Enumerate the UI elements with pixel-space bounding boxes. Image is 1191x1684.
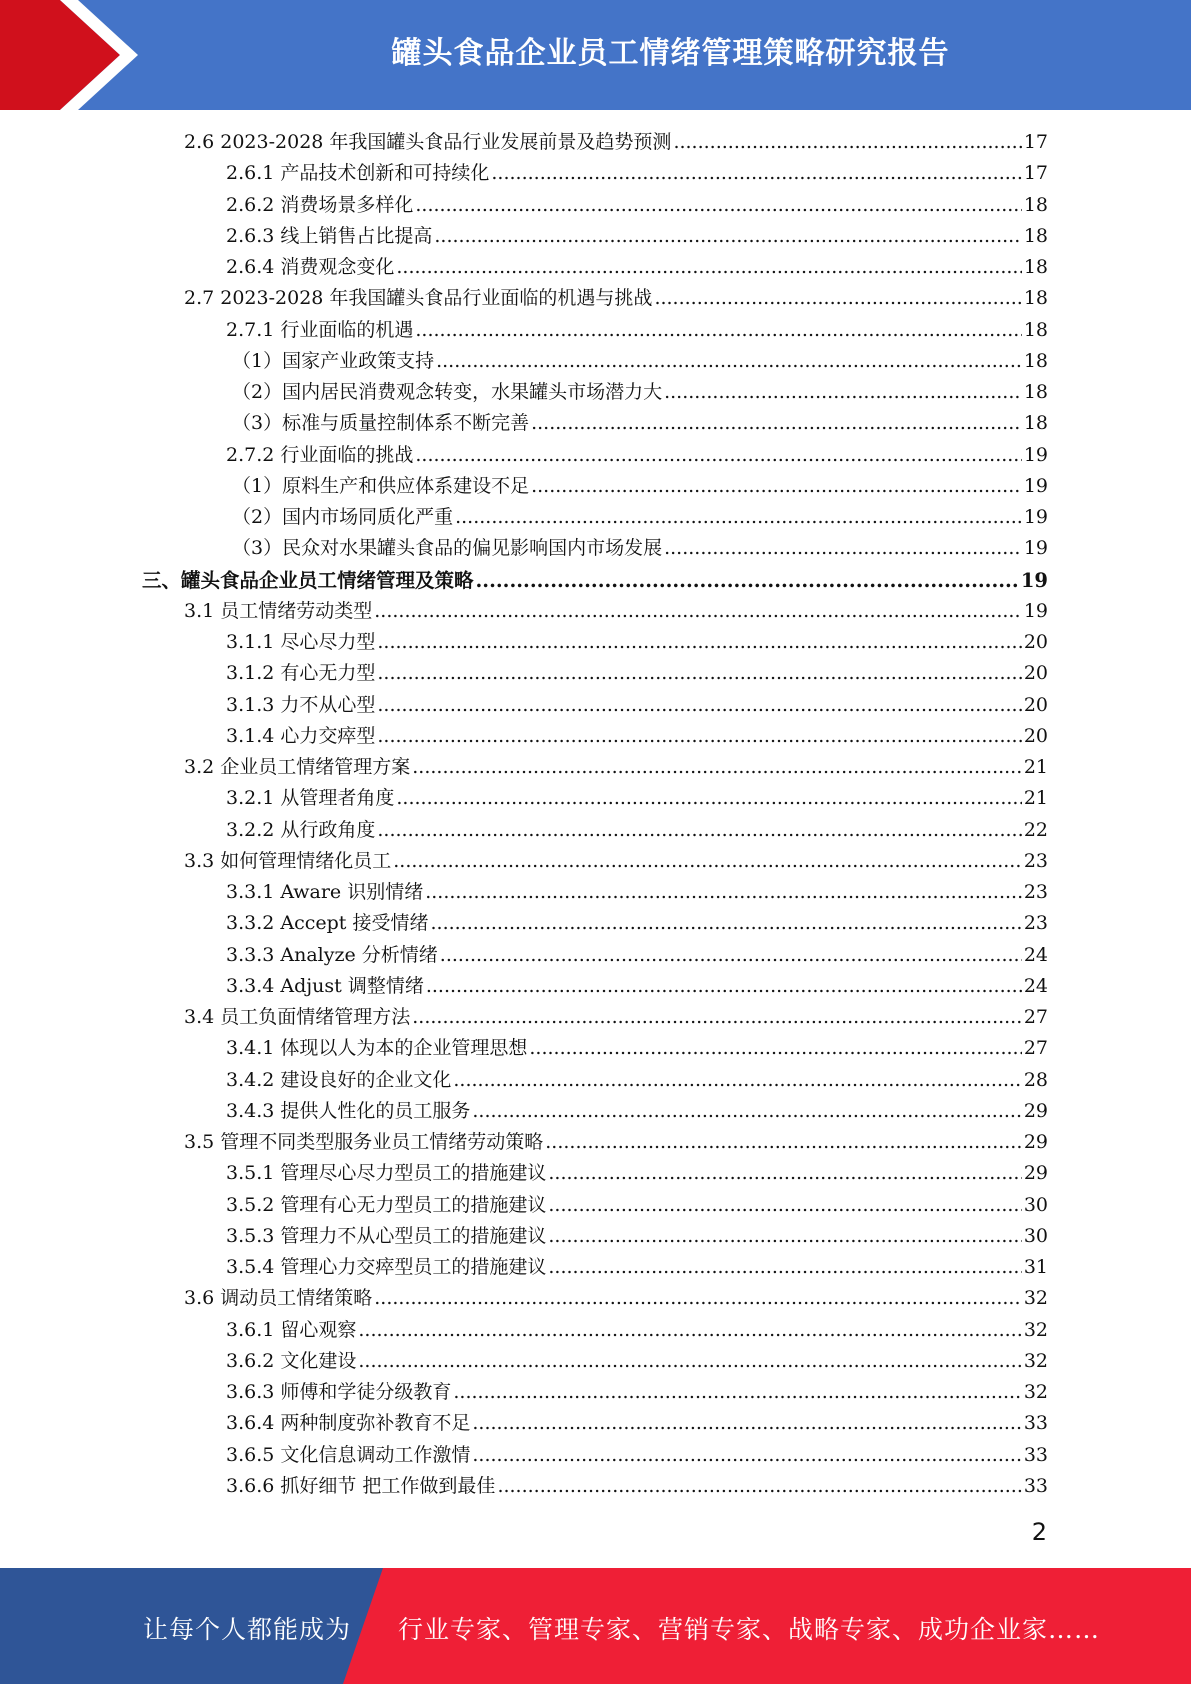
toc-entry[interactable]	[0, 752, 1191, 783]
toc-entry-page: 32	[1023, 1318, 1048, 1341]
toc-entry-page: 23	[1023, 849, 1048, 872]
toc-leader-dots	[358, 1315, 1021, 1346]
toc-entry[interactable]	[0, 658, 1191, 689]
toc-entry-page: 29	[1023, 1099, 1048, 1122]
toc-entry[interactable]	[0, 1283, 1191, 1314]
toc-entry-label: 3.5.4 管理心力交瘁型员工的措施建议	[226, 1256, 547, 1278]
toc-leader-dots	[497, 1471, 1021, 1502]
toc-entry-label: 3.6.6 抓好细节 把工作做到最佳	[226, 1474, 496, 1497]
toc-entry[interactable]	[0, 190, 1191, 221]
toc-leader-dots	[374, 1283, 1022, 1314]
document-title: 罐头食品企业员工情绪管理策略研究报告	[391, 36, 950, 71]
toc-entry[interactable]	[0, 377, 1191, 408]
toc-entry-page: 18	[1023, 224, 1048, 247]
toc-entry[interactable]	[0, 1315, 1191, 1346]
toc-entry[interactable]	[0, 1190, 1191, 1221]
page-number: 2	[1031, 1518, 1047, 1546]
toc-entry[interactable]	[0, 221, 1191, 252]
toc-leader-dots	[415, 440, 1021, 471]
toc-entry-label: 3.6 调动员工情绪策略	[184, 1287, 373, 1310]
toc-leader-dots	[374, 596, 1022, 627]
toc-leader-dots	[430, 908, 1021, 939]
toc-entry-label: 3.3.3 Analyze 分析情绪	[226, 943, 438, 966]
page-header	[0, 0, 1191, 110]
toc-entry-label: 2.6.3 线上销售占比提高	[226, 224, 433, 247]
toc-leader-dots	[377, 627, 1021, 658]
toc-entry-label: 3.6.2 文化建设	[226, 1349, 357, 1372]
toc-entry-page: 32	[1023, 1349, 1048, 1372]
toc-leader-dots	[472, 1096, 1021, 1127]
toc-entry-label: 3.6.1 留心观察	[226, 1318, 357, 1341]
toc-leader-dots	[393, 846, 1022, 877]
toc-leader-dots	[396, 783, 1021, 814]
toc-leader-dots	[548, 1221, 1021, 1252]
toc-entry[interactable]	[0, 1002, 1191, 1033]
toc-entry-page: 20	[1023, 631, 1048, 653]
toc-entry[interactable]	[0, 1033, 1191, 1064]
toc-entry-page: 18	[1023, 193, 1048, 216]
toc-entry[interactable]	[0, 533, 1191, 564]
toc-entry-page: 19	[1023, 443, 1048, 466]
toc-entry-label: 2.7.1 行业面临的机遇	[226, 318, 414, 341]
toc-entry[interactable]	[0, 283, 1191, 314]
toc-entry-page: 21	[1023, 756, 1048, 778]
toc-entry-label: 3.4.1 体现以人为本的企业管理思想	[226, 1037, 528, 1060]
toc-entry-label: 3.5.3 管理力不从心型员工的措施建议	[226, 1224, 547, 1247]
toc-entry-page: 27	[1023, 1037, 1048, 1060]
toc-leader-dots	[415, 315, 1021, 346]
toc-entry-label: （2）国内市场同质化严重	[232, 506, 454, 528]
toc-entry-label: 3.1.4 心力交瘁型	[226, 724, 376, 747]
toc-leader-dots	[455, 502, 1022, 533]
toc-entry[interactable]	[0, 627, 1191, 658]
toc-leader-dots	[531, 408, 1022, 439]
toc-leader-dots	[476, 565, 1019, 596]
toc-entry-page: 19	[1023, 506, 1048, 528]
toc-entry-label: （2）国内居民消费观念转变，水果罐头市场潜力大	[232, 381, 663, 403]
toc-leader-dots	[412, 752, 1022, 783]
toc-entry-label: 3.3.2 Accept 接受情绪	[226, 912, 429, 935]
toc-entry-label: 3.3.4 Adjust 调整情绪	[226, 974, 424, 997]
toc-entry-page: 17	[1023, 131, 1048, 153]
toc-entry-page: 19	[1023, 474, 1048, 497]
toc-leader-dots	[472, 1440, 1021, 1471]
toc-entry[interactable]	[0, 1096, 1191, 1127]
toc-leader-dots	[453, 1065, 1021, 1096]
toc-entry-page: 30	[1023, 1193, 1048, 1216]
toc-entry-label: （1）国家产业政策支持	[232, 349, 435, 372]
toc-entry[interactable]	[0, 471, 1191, 502]
toc-entry-label: 3.1 员工情绪劳动类型	[184, 599, 373, 622]
toc-leader-dots	[548, 1158, 1021, 1189]
toc-leader-dots	[664, 533, 1022, 564]
toc-entry-label: 3.5.1 管理尽心尽力型员工的措施建议	[226, 1162, 547, 1185]
toc-entry-page: 20	[1023, 724, 1048, 747]
toc-entry[interactable]	[0, 346, 1191, 377]
toc-entry-page: 23	[1023, 912, 1048, 935]
header-chevron-decoration	[0, 0, 160, 110]
toc-entry-label: 三、罐头食品企业员工情绪管理及策略	[142, 568, 474, 592]
toc-leader-dots	[377, 815, 1021, 846]
toc-entry-label: 2.6 2023-2028 年我国罐头食品行业发展前景及趋势预测	[184, 131, 672, 153]
toc-entry-label: 3.6.5 文化信息调动工作激情	[226, 1443, 471, 1466]
toc-entry-page: 19	[1023, 599, 1048, 622]
toc-entry-label: 3.4.3 提供人性化的员工服务	[226, 1099, 471, 1122]
toc-entry-page: 19	[1023, 537, 1048, 560]
toc-leader-dots	[415, 190, 1021, 221]
toc-entry-page: 33	[1023, 1443, 1048, 1466]
toc-leader-dots	[358, 1346, 1021, 1377]
toc-entry-label: 2.6.1 产品技术创新和可持续化	[226, 162, 490, 185]
toc-entry[interactable]	[0, 721, 1191, 752]
toc-entry-label: 3.5 管理不同类型服务业员工情绪劳动策略	[184, 1131, 544, 1153]
toc-entry-label: 3.6.4 两种制度弥补教育不足	[226, 1412, 471, 1435]
toc-leader-dots	[396, 252, 1021, 283]
toc-leader-dots	[440, 940, 1022, 971]
toc-entry[interactable]	[0, 1065, 1191, 1096]
toc-entry[interactable]	[0, 908, 1191, 939]
toc-entry-page: 18	[1023, 349, 1048, 372]
toc-entry[interactable]	[0, 1440, 1191, 1471]
toc-leader-dots	[426, 971, 1022, 1002]
toc-entry-label: 3.2.2 从行政角度	[226, 818, 376, 841]
toc-entry-page: 30	[1023, 1224, 1048, 1247]
toc-entry-label: 3.3 如何管理情绪化员工	[184, 849, 392, 872]
toc-entry[interactable]	[0, 1221, 1191, 1252]
toc-entry[interactable]	[0, 502, 1191, 533]
toc-entry[interactable]	[0, 1158, 1191, 1189]
toc-entry[interactable]	[0, 877, 1191, 908]
toc-entry-page: 18	[1023, 287, 1048, 310]
toc-entry-label: 2.7 2023-2028 年我国罐头食品行业面临的机遇与挑战	[184, 287, 653, 310]
toc-entry-page: 33	[1023, 1412, 1048, 1435]
toc-entry-page: 23	[1023, 881, 1048, 903]
table-of-contents	[0, 127, 1191, 1502]
toc-leader-dots	[425, 877, 1022, 908]
toc-entry[interactable]	[0, 252, 1191, 283]
toc-entry-label: 2.7.2 行业面临的挑战	[226, 443, 414, 466]
toc-entry-label: （1）原料生产和供应体系建设不足	[232, 474, 530, 497]
toc-entry-page: 18	[1023, 412, 1048, 435]
toc-entry-label: 3.4.2 建设良好的企业文化	[226, 1068, 452, 1091]
toc-leader-dots	[436, 346, 1022, 377]
toc-entry[interactable]	[0, 783, 1191, 814]
toc-entry-page: 32	[1023, 1287, 1048, 1310]
toc-entry-label: 2.6.2 消费场景多样化	[226, 193, 414, 216]
toc-entry-page: 21	[1023, 787, 1048, 810]
toc-entry[interactable]	[0, 1127, 1191, 1158]
toc-entry[interactable]	[0, 815, 1191, 846]
toc-entry-page: 20	[1023, 662, 1048, 685]
toc-entry-page: 32	[1023, 1381, 1048, 1403]
toc-entry-page: 28	[1023, 1068, 1048, 1091]
toc-entry-label: 2.6.4 消费观念变化	[226, 256, 395, 278]
toc-entry-label: 3.4 员工负面情绪管理方法	[184, 1006, 411, 1028]
toc-entry-page: 18	[1023, 381, 1048, 403]
toc-entry-page: 27	[1023, 1006, 1048, 1028]
toc-entry-label: 3.5.2 管理有心无力型员工的措施建议	[226, 1193, 547, 1216]
toc-entry-page: 31	[1023, 1256, 1048, 1278]
toc-leader-dots	[673, 127, 1021, 158]
toc-entry-page: 24	[1023, 943, 1048, 966]
toc-entry[interactable]	[0, 1377, 1191, 1408]
toc-entry-page: 20	[1023, 693, 1048, 716]
toc-entry[interactable]	[0, 1346, 1191, 1377]
toc-entry[interactable]	[0, 408, 1191, 439]
toc-leader-dots	[664, 377, 1022, 408]
toc-entry-label: 3.6.3 师傅和学徒分级教育	[226, 1381, 452, 1403]
toc-entry-label: 3.2 企业员工情绪管理方案	[184, 756, 411, 778]
toc-entry[interactable]	[0, 1252, 1191, 1283]
toc-entry[interactable]	[0, 596, 1191, 627]
toc-entry-label: 3.3.1 Aware 识别情绪	[226, 881, 424, 903]
toc-leader-dots	[548, 1252, 1021, 1283]
toc-leader-dots	[545, 1127, 1022, 1158]
footer-slogan-left: 让每个人都能成为	[143, 1615, 352, 1644]
toc-leader-dots	[472, 1408, 1021, 1439]
toc-entry[interactable]	[0, 315, 1191, 346]
toc-leader-dots	[412, 1002, 1022, 1033]
footer-slogan-right: 行业专家、管理专家、营销专家、战略专家、成功企业家……	[398, 1615, 1101, 1644]
toc-leader-dots	[491, 158, 1021, 189]
toc-entry-page: 18	[1023, 256, 1048, 278]
toc-leader-dots	[377, 690, 1021, 721]
toc-leader-dots	[548, 1190, 1021, 1221]
toc-entry-page: 17	[1023, 162, 1048, 185]
toc-leader-dots	[654, 283, 1021, 314]
toc-leader-dots	[377, 721, 1021, 752]
toc-entry-page: 19	[1020, 568, 1048, 592]
toc-entry-label: 3.2.1 从管理者角度	[226, 787, 395, 810]
toc-entry[interactable]	[0, 971, 1191, 1002]
toc-entry[interactable]	[0, 565, 1191, 596]
toc-entry-page: 22	[1023, 818, 1048, 841]
toc-leader-dots	[529, 1033, 1021, 1064]
toc-entry-label: 3.1.1 尽心尽力型	[226, 631, 376, 653]
toc-entry-page: 24	[1023, 974, 1048, 997]
toc-entry-page: 18	[1023, 318, 1048, 341]
toc-entry-label: 3.1.2 有心无力型	[226, 662, 376, 685]
toc-leader-dots	[453, 1377, 1021, 1408]
toc-entry-page: 29	[1023, 1131, 1048, 1153]
toc-entry[interactable]	[0, 1471, 1191, 1502]
toc-entry-page: 33	[1023, 1474, 1048, 1497]
toc-entry[interactable]	[0, 940, 1191, 971]
toc-leader-dots	[531, 471, 1022, 502]
toc-leader-dots	[377, 658, 1021, 689]
toc-entry-label: （3）民众对水果罐头食品的偏见影响国内市场发展	[232, 537, 663, 560]
toc-entry[interactable]	[0, 158, 1191, 189]
toc-entry[interactable]	[0, 127, 1191, 158]
toc-entry-label: （3）标准与质量控制体系不断完善	[232, 412, 530, 435]
toc-leader-dots	[434, 221, 1021, 252]
toc-entry[interactable]	[0, 1408, 1191, 1439]
toc-entry[interactable]	[0, 690, 1191, 721]
toc-entry-label: 3.1.3 力不从心型	[226, 693, 376, 716]
toc-entry-page: 29	[1023, 1162, 1048, 1185]
page-footer	[0, 1568, 1191, 1684]
toc-entry[interactable]	[0, 846, 1191, 877]
toc-entry[interactable]	[0, 440, 1191, 471]
